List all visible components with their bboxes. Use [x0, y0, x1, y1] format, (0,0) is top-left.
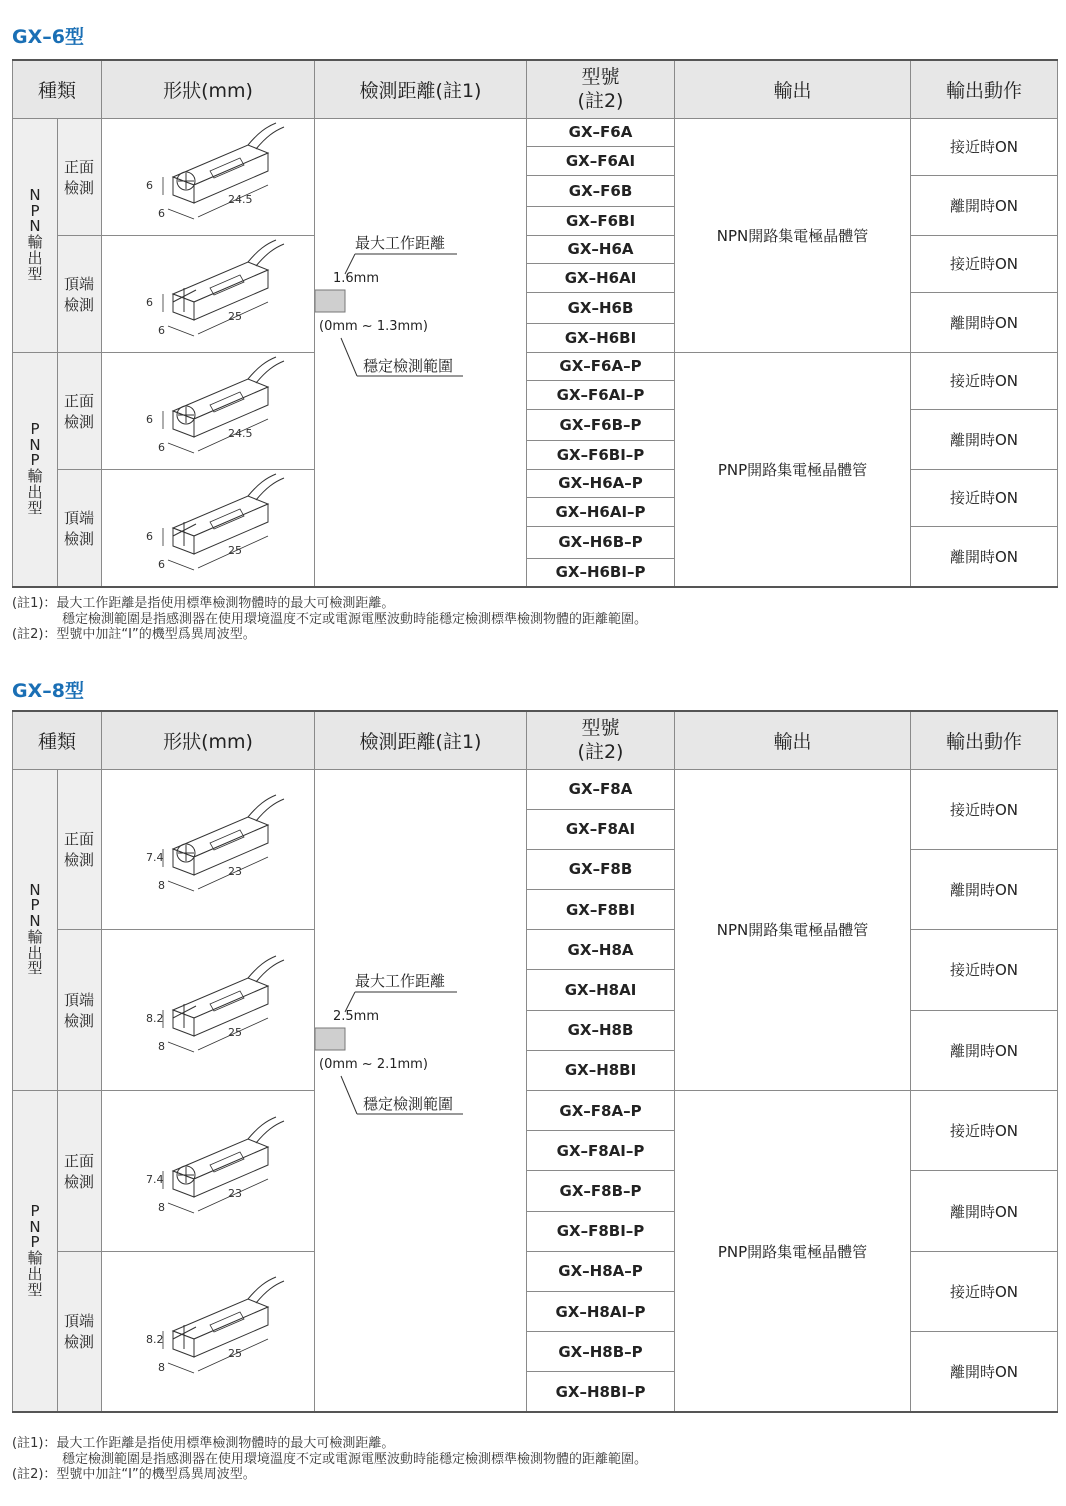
shape-cell [102, 1091, 315, 1252]
detection-type-line1: 正面 [64, 157, 95, 176]
dim-width: 6 [158, 557, 166, 571]
detection-type-line2: 檢測 [64, 1012, 95, 1031]
header-distance: 檢測距離(註1) [315, 60, 527, 118]
header-action: 輸出動作 [911, 711, 1058, 769]
header-distance: 檢測距離(註1) [315, 711, 527, 769]
shape-cell [102, 1251, 315, 1412]
shape-cell [102, 469, 315, 587]
detection-type-line2: 檢測 [64, 412, 95, 431]
output-action: 接近時ON [911, 235, 1058, 292]
detection-type-line2: 檢測 [64, 295, 95, 314]
detection-type-line2: 檢測 [64, 529, 95, 548]
sensor-drawing [128, 236, 288, 348]
output-action: 接近時ON [911, 1091, 1058, 1171]
notes-gx6 [12, 596, 647, 643]
header-action: 輸出動作 [911, 60, 1058, 118]
header-model-note: (註2) [577, 90, 624, 113]
model-number: GX–F8BI [527, 890, 675, 930]
detection-type [58, 1251, 102, 1412]
model-number: GX–H6BI [527, 324, 675, 353]
output-action: 離開時ON [911, 526, 1058, 587]
shape-cell [102, 930, 315, 1091]
detection-type-line1: 頂端 [64, 274, 95, 293]
dim-length: 25 [228, 1347, 243, 1361]
dim-width: 8 [158, 1040, 166, 1054]
model-number: GX–F6B–P [527, 409, 675, 441]
group-label: PNP輸出型 [13, 352, 58, 587]
model-number: GX–F8AI [527, 809, 675, 849]
output-action: 離開時ON [911, 292, 1058, 352]
header-model-label: 型號 [581, 717, 620, 740]
group-label: NPN輸出型 [13, 118, 58, 352]
sensor-drawing [128, 791, 288, 903]
distance-cell [315, 118, 527, 587]
dim-width: 8 [158, 1200, 166, 1214]
stable-range-value: (0mm ~ 2.1mm) [319, 1057, 428, 1073]
note-1: (註1)：最大工作距離是指使用標準檢測物體時的最大可檢測距離。 [12, 1436, 395, 1451]
sensor-drawing [128, 1273, 288, 1385]
group-label: NPN輸出型 [13, 769, 58, 1091]
detection-type [58, 930, 102, 1091]
sensor-drawing [128, 119, 288, 231]
max-distance-label: 最大工作距離 [355, 972, 446, 991]
stable-range-value: (0mm ~ 1.3mm) [319, 319, 428, 334]
output-action: 接近時ON [911, 930, 1058, 1010]
detection-type [58, 469, 102, 587]
sensor-drawing [128, 952, 288, 1064]
model-number: GX–F8B–P [527, 1171, 675, 1211]
output-action: 離開時ON [911, 1010, 1058, 1090]
model-number: GX–F6BI–P [527, 441, 675, 470]
header-model-label: 型號 [581, 66, 620, 89]
output-action: 離開時ON [911, 1171, 1058, 1251]
detection-type [58, 352, 102, 469]
model-number: GX–F6A–P [527, 352, 675, 381]
output-type: PNP開路集電極晶體管 [675, 1091, 911, 1413]
dim-height: 6 [146, 529, 154, 543]
detection-type-line2: 檢測 [64, 851, 95, 870]
model-number: GX–H6BI–P [527, 558, 675, 587]
header-model [527, 60, 675, 118]
dim-height: 8.2 [146, 1012, 164, 1026]
distance-diagram [315, 220, 527, 480]
model-number: GX–H8A [527, 930, 675, 970]
note-2: (註2)：型號中加註“I”的機型爲異周波型。 [12, 627, 256, 642]
dim-width: 6 [158, 323, 166, 337]
detection-type-line1: 正面 [64, 391, 95, 410]
output-action: 接近時ON [911, 769, 1058, 849]
header-type: 種類 [13, 60, 102, 118]
dim-height: 6 [146, 295, 154, 309]
dim-length: 24.5 [228, 426, 253, 440]
model-number: GX–H6A [527, 235, 675, 264]
dim-width: 6 [158, 440, 166, 454]
dim-height: 6 [146, 178, 154, 192]
detection-type-line1: 正面 [64, 830, 95, 849]
sensor-drawing [128, 1113, 288, 1225]
model-number: GX–F8A [527, 769, 675, 809]
dim-length: 25 [228, 309, 243, 323]
dim-length: 23 [228, 1186, 243, 1200]
detection-type [58, 118, 102, 235]
dim-length: 24.5 [228, 192, 253, 206]
model-number: GX–F6A [527, 118, 675, 147]
model-number: GX–H6B [527, 292, 675, 324]
note-2: (註2)：型號中加註“I”的機型爲異周波型。 [12, 1467, 256, 1482]
header-output: 輸出 [675, 711, 911, 769]
output-action: 接近時ON [911, 118, 1058, 175]
detection-type-line1: 正面 [64, 1151, 95, 1170]
output-action: 接近時ON [911, 1251, 1058, 1331]
header-output: 輸出 [675, 60, 911, 118]
model-number: GX–H8A–P [527, 1251, 675, 1291]
detection-type [58, 235, 102, 352]
max-distance-value: 1.6mm [333, 271, 380, 286]
dim-height: 6 [146, 412, 154, 426]
model-number: GX–F6B [527, 175, 675, 207]
group-label: PNP輸出型 [13, 1091, 58, 1413]
header-model [527, 711, 675, 769]
model-number: GX–H8AI [527, 970, 675, 1010]
dim-height: 7.4 [146, 851, 164, 865]
output-action: 離開時ON [911, 1332, 1058, 1412]
model-number: GX–H8B [527, 1010, 675, 1050]
output-type: NPN開路集電極晶體管 [675, 769, 911, 1091]
shape-cell [102, 235, 315, 352]
max-distance-value: 2.5mm [333, 1009, 380, 1025]
model-number: GX–F8AI–P [527, 1131, 675, 1171]
detection-type [58, 1091, 102, 1252]
header-shape: 形狀(mm) [102, 60, 315, 118]
output-type: PNP開路集電極晶體管 [675, 352, 911, 587]
output-action: 離開時ON [911, 849, 1058, 929]
dim-length: 25 [228, 1026, 243, 1040]
detection-type [58, 769, 102, 930]
header-model-note: (註2) [577, 741, 624, 764]
shape-cell [102, 118, 315, 235]
detection-type-line1: 頂端 [64, 1312, 95, 1331]
distance-diagram [315, 958, 527, 1218]
model-number: GX–H8BI–P [527, 1372, 675, 1412]
stable-range-label: 穩定檢測範圍 [363, 357, 454, 375]
sensor-drawing [128, 470, 288, 582]
output-action: 接近時ON [911, 469, 1058, 526]
model-number: GX–F6AI–P [527, 381, 675, 410]
output-type: NPN開路集電極晶體管 [675, 118, 911, 352]
max-distance-label: 最大工作距離 [355, 234, 446, 252]
model-number: GX–F8BI–P [527, 1211, 675, 1251]
section-title: GX–8型 [12, 680, 84, 702]
detection-type-line2: 檢測 [64, 1333, 95, 1352]
distance-cell [315, 769, 527, 1412]
note-1b: 穩定檢測範圍是指感測器在使用環境溫度不定或電源電壓波動時能穩定檢測標準檢測物體的距離範圍。 [62, 1451, 648, 1467]
model-number: GX–H8AI–P [527, 1291, 675, 1331]
output-action: 離開時ON [911, 409, 1058, 469]
note-1b: 穩定檢測範圍是指感測器在使用環境溫度不定或電源電壓波動時能穩定檢測標準檢測物體的距離範圍。 [62, 611, 648, 627]
section-title: GX–6型 [12, 26, 84, 48]
model-number: GX–H6B–P [527, 526, 675, 558]
spec-table-gx8 [12, 710, 1058, 1413]
model-number: GX–H6AI [527, 264, 675, 293]
spec-table-gx6 [12, 59, 1058, 588]
note-1: (註1)：最大工作距離是指使用標準檢測物體時的最大可檢測距離。 [12, 596, 395, 611]
model-number: GX–H8BI [527, 1050, 675, 1090]
sensor-drawing [128, 353, 288, 465]
dim-width: 6 [158, 206, 166, 220]
model-number: GX–F8B [527, 849, 675, 889]
model-number: GX–F8A–P [527, 1091, 675, 1131]
shape-cell [102, 769, 315, 930]
model-number: GX–F6AI [527, 147, 675, 176]
dim-height: 7.4 [146, 1172, 164, 1186]
stable-range-label: 穩定檢測範圍 [363, 1095, 454, 1114]
output-action: 離開時ON [911, 175, 1058, 235]
shape-cell [102, 352, 315, 469]
dim-height: 8.2 [146, 1333, 164, 1347]
dim-length: 23 [228, 865, 243, 879]
detection-type-line2: 檢測 [64, 178, 95, 197]
dim-length: 25 [228, 543, 243, 557]
model-number: GX–H6A–P [527, 469, 675, 498]
header-type: 種類 [13, 711, 102, 769]
model-number: GX–F6BI [527, 207, 675, 236]
detection-type-line1: 頂端 [64, 991, 95, 1010]
detection-type-line1: 頂端 [64, 508, 95, 527]
output-action: 接近時ON [911, 352, 1058, 409]
model-number: GX–H8B–P [527, 1332, 675, 1372]
dim-width: 8 [158, 879, 166, 893]
notes-gx8 [12, 1436, 647, 1483]
dim-width: 8 [158, 1361, 166, 1375]
header-shape: 形狀(mm) [102, 711, 315, 769]
model-number: GX–H6AI–P [527, 498, 675, 527]
detection-type-line2: 檢測 [64, 1172, 95, 1191]
